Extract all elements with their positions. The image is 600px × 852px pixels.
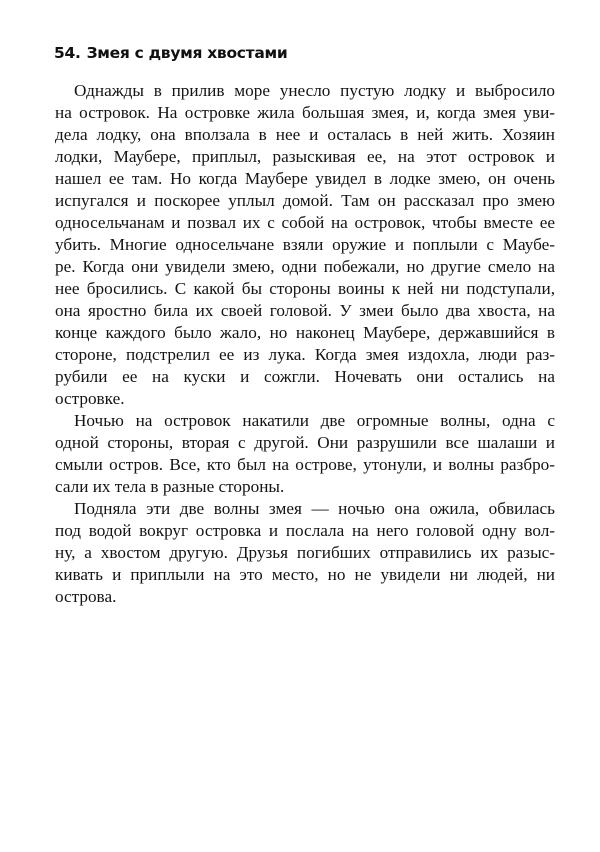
story-number: 54. — [54, 44, 81, 62]
text-line: смыли остров. Все, кто был на острове, утонули, и волны разбро- — [55, 455, 555, 474]
text-line: островке. — [55, 389, 125, 408]
text-line: сали их тела в разные стороны. — [55, 477, 285, 496]
story-heading — [54, 44, 287, 62]
text-line: нашел ее там. Но когда Маубере увидел в лодке змею, он очень — [55, 169, 555, 188]
text-line: острова. — [55, 587, 117, 606]
text-line: ре. Когда они увидели змею, одни побежали, но другие смело на — [55, 257, 555, 276]
text-line: нее бросились. С какой бы стороны воины к ней ни подступали, — [55, 279, 555, 298]
text-line: Подняла эти две волны змея — ночью она ожила, обвилась — [74, 499, 555, 518]
text-line: кивать и приплыли на это место, но не увидели ни людей, ни — [55, 565, 555, 584]
text-line: убить. Многие односельчане взяли оружие и поплыли с Маубе- — [55, 235, 555, 254]
text-line: одной стороны, вторая с другой. Они разрушили все шалаши и — [55, 433, 555, 452]
text-line: стороне, подстрелил ее из лука. Когда змея издохла, люди раз- — [55, 345, 555, 364]
text-line: под водой вокруг островка и послала на него головой одну вол- — [55, 521, 555, 540]
text-line: конце каждого было жало, но наконец Маубере, державшийся в — [55, 323, 555, 342]
text-line: ну, а хвостом другую. Друзья погибших отправились их разыс- — [55, 543, 555, 562]
text-line: на островок. На островке жила большая змея, и, когда змея уви- — [55, 103, 555, 122]
text-line: лодки, Маубере, приплыл, разыскивая ее, на этот островок и — [55, 147, 555, 166]
text-line: она яростно била их своей головой. У змеи было два хвоста, на — [55, 301, 555, 320]
text-line: Ночью на островок накатили две огромные волны, одна с — [74, 411, 555, 430]
text-line: дела лодку, она вползала в нее и осталась в ней жить. Хозяин — [55, 125, 555, 144]
text-line: односельчанам и позвал их с собой на островок, чтобы вместе ее — [55, 213, 555, 232]
story-body — [55, 80, 555, 608]
story-title: Змея с двумя хвостами — [86, 44, 288, 62]
text-line: рубили ее на куски и сожгли. Ночевать они остались на — [55, 367, 555, 386]
text-line: испугался и поскорее уплыл домой. Там он рассказал про змею — [55, 191, 555, 210]
text-line: Однажды в прилив море унесло пустую лодку и выбросило — [74, 81, 555, 100]
